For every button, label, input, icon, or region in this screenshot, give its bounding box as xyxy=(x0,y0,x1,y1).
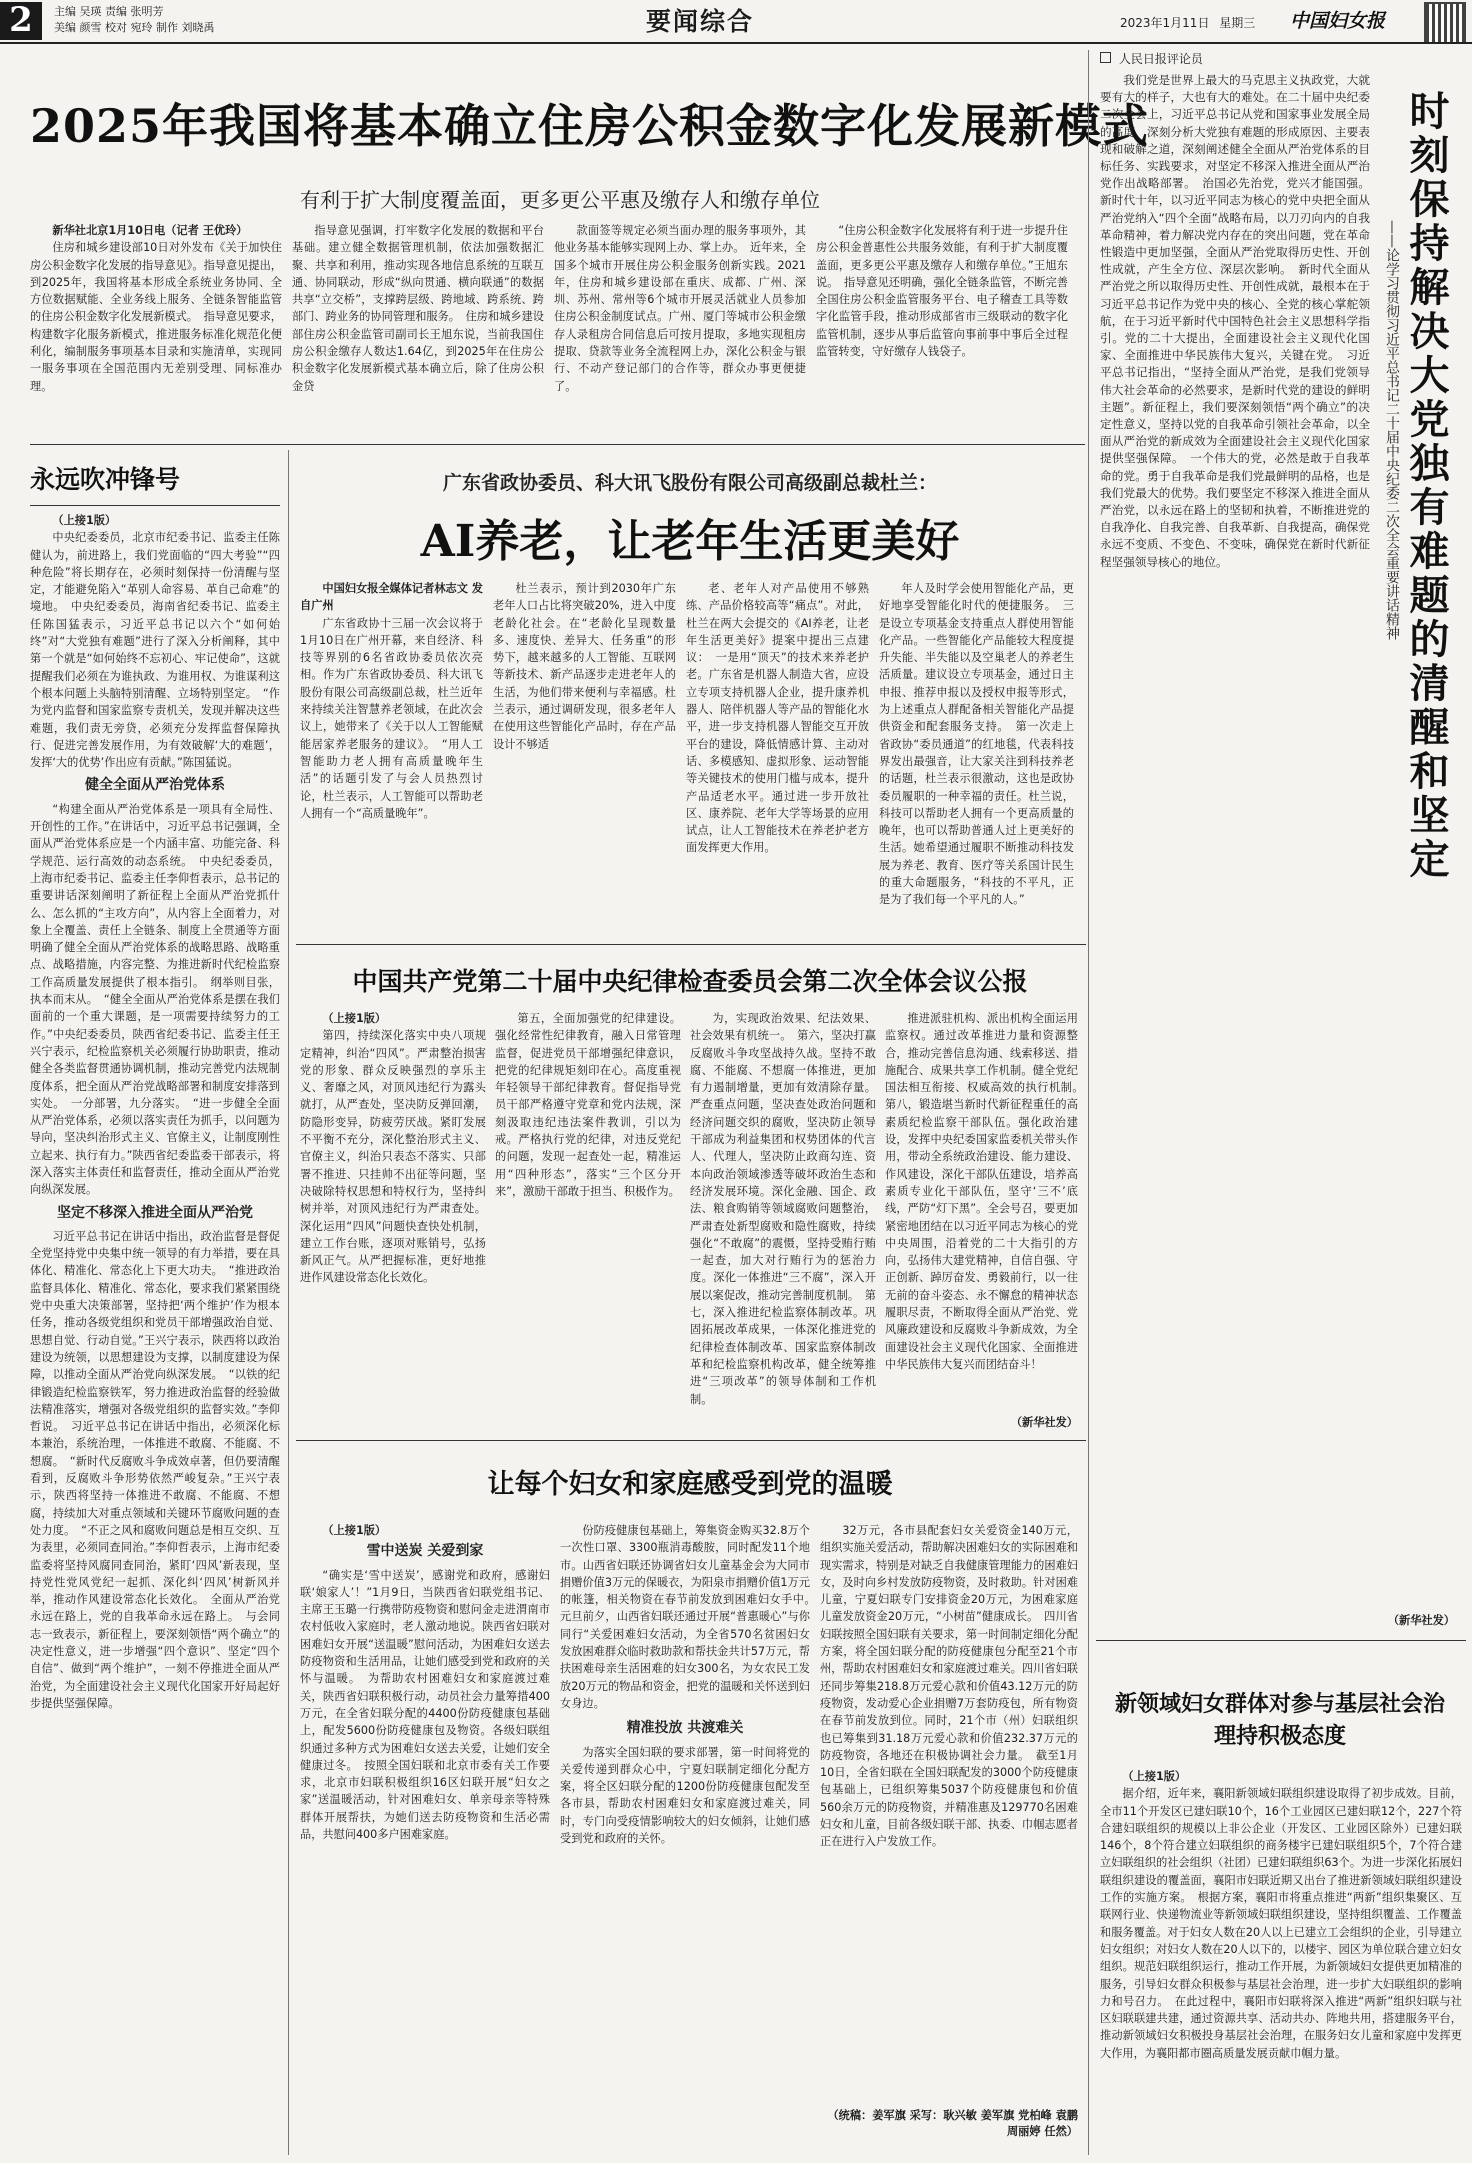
issue-date xyxy=(1120,14,1290,31)
editorial-tag-icon xyxy=(1100,52,1111,63)
center-right-divider xyxy=(1088,50,1089,2155)
editorial-tag xyxy=(1100,50,1280,67)
cpc-col-3 xyxy=(690,1010,876,1430)
fund-lead: 新华社北京1月10日电（记者 王优玲） xyxy=(52,224,248,237)
women-headline: 让每个妇女和家庭感受到党的温暖 xyxy=(487,1469,893,1500)
ai-text-3: 老、老年人对产品使用不够熟练、产品价格较高等“痛点”。对此，杜兰在两大会提交的《AI养老，让老年生活更美好》提案中提出三点建议： 一是用“顶天”的技术来养老护老。广东省是机器人制造大省，应设立专项支持机器人企业，提升康养机器人、陪伴机器人等产品的智能化水平，进一步支持机器人智能交互开放平台的建设，降低情感计算、主动对话、多模感知、虚拟形象、运动智能等关键技术的使用门槛与成本，提升产品适老水平。通过进一步开放社区、康养院、老年大学等场景的应用试点，让人工智能技术在养老护老方面发挥更大作用。 xyxy=(686,582,869,855)
fund-col-2 xyxy=(292,222,544,437)
fund-col-1 xyxy=(30,222,282,437)
ai-col-4 xyxy=(879,580,1074,935)
women-col-3 xyxy=(820,1522,1078,2102)
left-column-body xyxy=(30,512,280,2152)
women-col-2 xyxy=(560,1522,822,2152)
cpc-col-2 xyxy=(495,1010,681,1430)
editorial-credit: （新华社发） xyxy=(1387,1614,1455,1627)
grassroots-text: 据介绍，近年来，襄阳新领域妇联组织建设取得了初步成效。目前，全市11个开发区已建妇联10个，16个工业园区已建妇联12个，227个符合建妇联组织的规模以上非公企业（开发区、工业园区除外）已建妇联146个，8个符合建立妇联组织的商务楼宇已建妇联组织5个，7个符合建立妇联组织的社会组织（社团）已建妇联组织63个。为进一步深化拓展妇联组织建设的覆盖面，襄阳市妇联近期又出台了推进新领域妇联组织建设工作的实施方案。 根据方案，襄阳市将重点推进“两新”组织集聚区、互联网行业、快递物流业等新领域妇联组织建设，坚持组织覆盖、工作覆盖和服务覆盖。对于妇女人数在20人以上已建立工会组织的企业，引导建立妇女组织；对妇女人数在20人以下的，以楼宇、园区为单位联合建立妇女组织。规范妇联组织运行，推动工作开展，为新领域妇女提供更加精准的服务，引导妇女群众积极参与基层社会治理，进一步扩大妇联组织的影响力和号召力。 在此过程中，襄阳市妇联将深入推进“两新”组织妇联与社区妇联联建共建，通过资源共享、活动共办、阵地共用，搭建服务平台，推动新领域妇女积极投身基层社会治理，在服务妇女儿童和家庭中发挥更大作用，为襄阳都市圈高质量发展贡献巾帼力量。 xyxy=(1100,1787,1462,2060)
ai-bottom-rule xyxy=(296,944,1086,945)
left-title-rule xyxy=(30,505,280,506)
masthead-logo: 中国妇女报 xyxy=(1290,10,1386,32)
left-column-title: 永远吹冲锋号 xyxy=(30,465,181,494)
fund-bottom-rule xyxy=(30,444,1085,445)
fund-text-3: 款面签等规定必须当面办理的服务事项外，其他业务基本能够实现网上办、掌上办。 近年来，全国多个城市开展住房公积金服务创新实践。2021年，住房和城乡建设部在重庆、成都、广州、深圳、苏州、常州等6个城市开展灵活就业人员参加住房公积金制度试点。广州、厦门等城市公积金缴存人录租房合同信息后可按月提取，多地实现租房提取、贷款等业务全流程网上办，深化公积金与银行、不动产登记部门的合作等，群众办事更便捷了。 xyxy=(554,224,806,393)
page-number: 2 xyxy=(9,0,33,40)
left-column-divider xyxy=(288,450,289,2155)
left-text-2: “构建全面从严治党体系是一项具有全局性、开创性的工作。”在讲话中，习近平总书记强调，全面从严治党体系应是一个内涵丰富、功能完备、科学规范、运行高效的动态系统。 中央纪委委员，上海市纪委书记、监委主任李仰哲表示，总书记的重要讲话深刻阐明了新征程上全面从严治党抓什么、怎么抓的“主攻方向”，从内容上全面着力，对象上全覆盖、责任上全链条、制度上全贯通等方面明确了健全全面从严治党体系的战略思路、战略重点、战略措施，内容完整、为推进新时代纪检监察工作高质量发展提供了根本指引。 纲举则目张，执本而末从。 “健全全面从严治党体系是摆在我们面前的一个重大课题，是一项需要持续努力的工作。”中央纪委委员，陕西省纪委书记、监委主任王兴宁表示，纪检监察机关必须履行协助职责，推动健全各类监督贯通协调机制，推动完善党内法规制度体系，把全面从严治党战略部署和制度安排落到实处。 一分部署，九分落实。 “进一步健全全面从严治党体系，必须以落实责任为抓手，以问题为导向，坚决纠治形式主义、官僚主义，让制度刚性立起来、执行有力。”陕西省纪委监委干部表示，将深入落实主体责任和监督责任，推动全面从严治党向纵深发展。 xyxy=(30,802,280,1197)
women-credit: （统稿：姜军旗 采写：耿兴敏 姜军旗 党柏峰 袁鹏 周丽婷 任然） xyxy=(827,2109,1078,2138)
editorial-text: 我们党是世界上最大的马克思主义执政党，大就要有大的样子，大也有大的难处。在二十届中央纪委二次全会上，习近平总书记从党和国家事业发展全局的高度，深刻分析大党独有难题的形成原因、主要表现和破解之道，深刻阐述健全全面从严治党体系的目标任务、实践要求，对坚定不移深入推进全面从严治党作出战略部署。 治国必先治党，党兴才能国强。新时代十年，以习近平同志为核心的党中央把全面从严治党纳入“四个全面”战略布局，以刀刃向内的自我革命精神，着力解决党内存在的突出问题，党在革命性锻造中更加坚强，全面从严治党取得历史性、开创性成就，产生全方位、深层次影响。 新时代全面从严治党之所以取得历史性、开创性成就，最根本在于习近平总书记作为党中央的核心、全党的核心掌舵领航，在于习近平新时代中国特色社会主义思想科学指引。党的二十大提出，全面建设社会主义现代化国家、全面推进中华民族伟大复兴，关键在党。 习近平总书记指出，“坚持全面从严治党，是我们党领导伟大社会革命的必然要求，是新时代党的建设的鲜明主题”。新征程上，我们要深刻领悟“两个确立”的决定性意义，坚持以党的自我革命引领社会革命，以全面从严治党的新成效为全面建设社会主义现代化国家提供坚强保障。 一个伟大的党，必然是敢于自我革命的党。勇于自我革命是我们党最鲜明的品格，也是我们党最大的优势。我们要坚定不移深入推进全面从严治党，以永远在路上的坚韧和执着，不断推进党的自我净化、自我完善、自我革新、自我提高，确保党永远不变质、不变色、不变味，确保党在新时代新征程坚强领导核心的地位。 xyxy=(1100,73,1370,569)
ai-text-1: 广东省政协十三届一次会议将于1月10日在广州开幕，来自经济、科技等界别的6名省政协委员依次亮相。作为广东省政协委员、科大讯飞股份有限公司高级副总裁，杜兰近年来持续关注智慧养老领域，在此次会议上，她带来了《关于以人工智能赋能居家养老服务的建议》。 “用人工智能助力老人拥有高质量晚年生活”的话题引发了与会人员热烈讨论，杜兰表示，人工智能可以帮助老人拥有一个“高质量晚年”。 xyxy=(300,616,483,820)
left-subhead-1: 健全全面从严治党体系 xyxy=(85,777,225,794)
cpc-headline: 中国共产党第二十届中央纪律检查委员会第二次全体会议公报 xyxy=(352,967,1028,996)
staff-line-2: 美编 颜雪 校对 宛玲 制作 刘晓禹 xyxy=(54,21,215,34)
staff-line-1: 主编 吴瑛 责编 张明芳 xyxy=(54,5,164,18)
ai-text-4: 年人及时学会使用智能化产品，更好地享受智能化时代的便捷服务。 三是设立专项基金支持重点人群使用智能化产品。一些智能化产品能较大程度提升失能、半失能以及空巢老人的养老生活质量。建议设立专项基金，通过日主申报、推荐申报以及授权申报等形式，为上述重点人群配备相关智能化产品提供资金和配套服务支持。 第一次走上省政协“委员通道”的红地毯，代表科技界发出最强音，让大家关注到科技养老的话题，杜兰表示很激动，这也是政协委员履职的一种幸福的责任。杜兰说，科技可以帮助老人拥有一个更高质量的晚年，也可以帮助普通人过上更美好的生活。她希望通过履职不断推动科技发展为养老、教育、医疗等关系国计民生的重大命题服务，“科技的不平凡，正是为了我们每一个平凡的人。” xyxy=(879,582,1074,907)
women-lead: （上接1版） xyxy=(322,1524,387,1537)
women-subhead-2: 精准投放 共渡难关 xyxy=(626,1720,744,1737)
ai-col-1 xyxy=(300,580,483,935)
fund-col-4 xyxy=(816,222,1068,437)
women-text-2b: 为落实全国妇联的要求部署，第一时间将党的关爱传递到群众心中，宁夏妇联制定细化分配方案，将全区妇联分配的1200份防疫健康包配发至各市县，帮助农村困难妇女和家庭渡过难关，同时，专门向受疫情影响较大的妇女倾斜，让她们感受到党和政府的关怀。 xyxy=(560,1745,810,1846)
ai-headline: AI养老，让老年生活更美好 xyxy=(420,516,960,567)
ai-col-2 xyxy=(493,580,676,935)
ai-col-3 xyxy=(686,580,869,935)
cpc-col-1 xyxy=(300,1010,486,1430)
fund-text-2: 指导意见强调，打牢数字化发展的数据和平台基础。建立健全数据管理机制，依法加强数据汇聚、共享和利用，推动实现各地信息系统的互联互通、协同联动，形成“纵向贯通、横向联通”的数据共享“立交桥”，支撑跨层级、跨地域、跨系统、跨部门、跨业务的协同管理和服务。 住房和城乡建设部住房公积金监管司副司长王旭东说，当前我国住房公积金缴存人数达1.64亿，到2025年在住房公积金数字化发展新模式基本确立后，除了住房公积金贷 xyxy=(292,224,544,393)
women-text-3: 32万元，各市县配套妇女关爱资金140万元，组织实施关爱活动，帮助解决困难妇女的实际困难和现实需求，特别是对缺乏自我健康管理能力的困难妇女，及时向乡村发放防疫物资，及时救助。针对困难儿童，宁夏妇联专门安排资金20万元，为困难家庭儿童发放资金20万元，“小树苗”健康成长。 四川省妇联按照全国妇联有关要求，第一时间制定细化分配方案，将全国妇联分配的防疫健康包分配至21个市州，帮助农村困难妇女和家庭渡过难关。四川省妇联还同步筹集218.8万元爱心款和价值43.12万元的防疫物资，发动爱心企业捐赠7万套防疫包，所有物资在春节前发放到位。同时，21个市（州）妇联组织也已筹集到31.18万元爱心款和价值232.37万元的防疫物资，各地还在积极协调社会力量。 截至1月10日，全省妇联在全国妇联配发的3000个防疫健康包基础上，已组织筹集5037个防疫健康包和价值560余万元的防疫物资，并精准惠及129770名困难妇女和儿童，目前各级妇联干部、执委、巾帼志愿者正在进行入户发放工作。 xyxy=(820,1524,1078,1849)
editorial-body xyxy=(1100,72,1370,1612)
editorial-bottom-rule xyxy=(1096,1640,1466,1641)
ai-text-2: 杜兰表示，预计到2030年广东老年人口占比将突破20%，进入中度老龄化社会。在“老龄化呈现数量多、速度快、差异大、任务重”的形势下，越来越多的人工智能、互联网等新技术、新产品逐步走进老年人的生活，为他们带来便利与幸福感。杜兰表示，通过调研发现，很多老年人在使用这些智能化产品时，存在产品设计不够适 xyxy=(493,582,676,751)
header-rule xyxy=(0,42,1472,44)
left-text-1: 中央纪委委员，北京市纪委书记、监委主任陈健认为，前进路上，我们党面临的“四大考验”“四种危险”将长期存在，必须时刻保持一份清醒与坚定，才能避免陷入“革别人命容易、革自己命难”的境地。 中央纪委委员，海南省纪委书记、监委主任陈国猛表示，习近平总书记以六个“如何始终”对“大党独有难题”进行了深入分析阐释，其中第一个就是“如何始终不忘初心、牢记使命”，这就提醒我们必须在为谁执政、为谁用权、为谁谋利这个根本问题上头脑特别清醒、立场特别坚定。 “作为党内监督和国家监察专责机关，发现并解决这些难题，我们责无旁贷，必须充分发挥监督保障执行、促进完善发展作用，为有效破解‘大的难题’，发挥‘大的优势’作出应有贡献。”陈国猛说。 xyxy=(30,531,280,770)
women-col-1 xyxy=(300,1522,550,2152)
left-subhead-2: 坚定不移深入推进全面从严治党 xyxy=(57,1204,253,1221)
cpc-lead: （上接1版） xyxy=(322,1012,387,1025)
women-text-1: “确实是‘雪中送炭’，感谢党和政府，感谢妇联‘娘家人’！”1月9日，当陕西省妇联党组书记、主席王玉璐一行携带防疫物资和慰问金走进渭南市农村低收入家庭时，老人激动地说。陕西省妇联对困难妇女开展“送温暖”慰问活动，为困难妇女送去防疫物资和生活用品，让她们感受到党和政府的关怀与温暖。 为帮助农村困难妇女和家庭渡过难关，陕西省妇联积极行动，动员社会力量筹措400万元，在全省妇联分配的4400份防疫健康包基础上，配发5600份防疫健康包及物资。各级妇联组织通过多种方式为困难妇女送去关爱，让她们安全健康过冬。 按照全国妇联和北京市委有关工作要求，北京市妇联积极组织16区妇联开展“妇女之家”送温暖活动，针对困难妇女、单亲母亲等特殊群体开展帮扶，为她们送去防疫物资和生活必需品，共慰问400多户困难家庭。 xyxy=(300,1568,550,1842)
fund-headline: 2025年我国将基本确立住房公积金数字化发展新模式 xyxy=(30,99,1150,153)
cpc-col-4 xyxy=(885,1010,1090,1410)
section-title: 要闻综合 xyxy=(645,7,754,36)
fund-subheadline: 有利于扩大制度覆盖面，更多更公平惠及缴存人和缴存单位 xyxy=(300,188,820,212)
cpc-text-1: 第四，持续深化落实中央八项规定精神，纠治“四风”。严肃整治损害党的形象、群众反映强烈的享乐主义、奢靡之风，对顶风违纪行为露头就打，从严查处，坚决防反弹回潮，防隐形变异，防疲劳厌战。紧盯发展不平衡不充分，深化整治形式主义、官僚主义，纠治只表态不落实、只部署不推进、只挂帅不出征等问题，坚决破除特权思想和特权行为，坚持纠树并举，对顶风违纪行为严肃查处。深化运用“四风”问题快查快处机制，建立工作台账，逐项对账销号，弘扬新风正气。从严把握标准，更好地推进作风建设常态化长效化。 xyxy=(300,1029,486,1285)
cpc-bottom-rule xyxy=(296,1440,1086,1441)
cpc-text-4: 推进派驻机构、派出机构全面运用监察权。通过改革推进力量和资源整合，推动完善信息沟通、线索移送、措施配合、成果共享工作机制。健全党纪国法相互衔接、权威高效的执行机制。 第八，锻造堪当新时代新征程重任的高素质纪检监察干部队伍。强化政治建设，发挥中央纪委国家监委机关带头作用，带动全系统政治建设、能力建设、作风建设，深化干部队伍建设，培养高素质专业化干部队伍，坚守‘三不’底线，严防“灯下黑”。全会号召，要更加紧密地团结在以习近平同志为核心的党中央周围，沿着党的二十大指引的方向，弘扬伟大建党精神，自信自强、守正创新、踔厉奋发、勇毅前行，以一往无前的奋斗姿态、永不懈怠的精神状态履职尽责，不断取得全面从严治党、党风廉政建设和反腐败斗争新成效，为全面建设社会主义现代化国家、全面推进中华民族伟大复兴而团结奋斗！ xyxy=(885,1012,1090,1371)
fund-text-1: 住房和城乡建设部10日对外发布《关于加快住房公积金数字化发展的指导意见》。指导意见提出，到2025年，我国将基本形成全系统业务协同、全方位数据赋能、全业务线上服务、全链条智能监管的住房公积金数字化发展新模式。 指导意见要求，构建数字化服务新模式，推进服务标准化规范化便利化，编制服务事项基本目录和实施清单，实现同一服务事项在全国范围内无差别受理、同标准办理。 xyxy=(30,241,282,393)
cpc-text-2: 第五，全面加强党的纪律建设。强化经常性纪律教育，融入日常管理监督，促进党员干部增强纪律意识，把党的纪律规矩刻印在心。高度重视年轻领导干部纪律教育。督促指导党员干部严格遵守党章和党内法规，深刻汲取违纪违法案件教训，引以为戒。严格执行党的纪律，对违反党纪的问题，发现一起查处一起，精准运用“四种形态”，落实“三个区分开来”，激励干部敢于担当、积极作为。 xyxy=(495,1012,681,1198)
left-text-3: 习近平总书记在讲话中指出，政治监督是督促全党坚持党中央集中统一领导的有力举措，要在具体化、精准化、常态化上下更大功夫。 “推进政治监督具体化、精准化、常态化，要求我们紧紧围绕党中央重大决策部署，坚持把‘两个维护’作为根本任务，推动各级党组织和党员干部增强政治自觉、思想自觉、行动自觉。”王兴宁表示，陕西将以政治建设为统领，以思想建设为支撑，以制度建设为保障，以推动全面从严治党向纵深发展。 “以铁的纪律锻造纪检监察铁军，努力推进政治监督的经验做法精准落实，增强对各级党组织的监督实效。”李仰哲说。 习近平总书记在讲话中指出，必须深化标本兼治，系统治理，一体推进不敢腐、不能腐、不想腐。 “新时代反腐败斗争成效卓著，但仍要清醒看到，反腐败斗争形势依然严峻复杂。”王兴宁表示，陕西将坚持一体推进不敢腐、不能腐、不想腐，持续加大对重点领域和关键环节腐败问题的查处力度。 “不正之风和腐败问题总是相互交织、互为表里，必须同查同治。”李仰哲表示，上海市纪委监委将坚持风腐同查同治，紧盯‘四风’新表现，坚持党性党风党纪一起抓、深化纠‘四风’树新风并举，推动作风建设常态化长效化。 全面从严治党永远在路上，党的自我革命永远在路上。 与会同志一致表示，新征程上，要深刻领悟“两个确立”的决定性意义，进一步增强“四个意识”、坚定“四个自信”、做到“两个维护”，一刻不停推进全面从严治党，为全面建设社会主义现代化国家开好局起好步提供坚强保障。 xyxy=(30,1229,280,1710)
editorial-title: 时刻保持解决大党独有难题的清醒和坚定 xyxy=(1403,90,1450,882)
editorial-subtitle: ——论学习贯彻习近平总书记二十届中央纪委二次全会重要讲话精神 xyxy=(1384,220,1400,640)
ai-lead: 中国妇女报全媒体记者林志文 发自广州 xyxy=(300,582,483,613)
grassroots-lead: （上接1版） xyxy=(1122,1770,1187,1783)
left-lead: （上接1版） xyxy=(52,514,117,527)
cpc-credit: （新华社发） xyxy=(1010,1416,1078,1429)
staff-credits xyxy=(54,4,354,36)
grassroots-body xyxy=(1100,1768,1462,2156)
editorial-tag-text: 人民日报评论员 xyxy=(1118,52,1203,66)
qr-code-icon xyxy=(1424,2,1466,44)
women-subhead-1: 雪中送炭 关爱到家 xyxy=(366,1543,484,1560)
cpc-text-3: 为，实现政治效果、纪法效果、社会效果有机统一。 第六，坚决打赢反腐败斗争攻坚战持久战。坚持不敢腐、不能腐、不想腐一体推进，更加有力遏制增量，更加有效清除存量。严查重点问题，坚决查处政治问题和经济问题交织的腐败，坚决防止领导干部成为利益集团和权势团体的代言人、代理人，坚决防止政商勾连、资本向政治领域渗透等破坏政治生态和经济发展环境。深化金融、国企、政法、粮食购销等领域腐败问题整治，严肃查处新型腐败和隐性腐败，持续强化“不敢腐”的震慑，坚持受贿行贿一起查，加大对行贿行为的惩治力度。深化一体推进“三不腐”，深入开展以案促改，推动完善制度机制。 第七，深入推进纪检监察体制改革。巩固拓展改革成果，一体深化推进党的纪律检查体制改革、国家监察体制改革和纪检监察机构改革，健全统筹推进“三项改革”的领导体制和工作机制。 xyxy=(690,1012,876,1406)
fund-text-4: “住房公积金数字化发展将有利于进一步提升住房公积金普惠性公共服务效能，有利于扩大制度覆盖面，更多更公平惠及缴存人和缴存单位。”王旭东说。 指导意见还明确，强化全链条监管，不断完善全国住房公积金监管服务平台、电子稽查工具等数字化监管手段，推动形成部省市三级联动的数字化监管机制，逐步从事后监管向事前事中事后全过程监管转变，守好缴存人钱袋子。 xyxy=(816,224,1068,359)
women-text-2: 份防疫健康包基础上，筹集资金购买32.8万个一次性口罩、3300瓶消毒酸胺，同时配发11个地市。山西省妇联还协调省妇女儿童基金会为大同市捐赠价值3万元的保暖衣，为阳泉市捐赠价值1万元的帐篷，相关物资在春节前发放到困难妇女手中。 元旦前夕，山西省妇联还通过开展“普惠暖心”与你同行“关爱困难妇女活动，为全省570名贫困妇女发放困难群众临时救助款和帮扶金共计57万元，帮扶困难母亲生活困难的妇女300名，为女农民工发放20万元的物品和资金，把党的温暖和关怀送到妇女身边。 xyxy=(560,1524,822,1710)
weekday-text: 星期三 xyxy=(1219,16,1256,30)
ai-kicker: 广东省政协委员、科大讯飞股份有限公司高级副总裁杜兰： xyxy=(442,472,937,494)
date-text: 2023年1月11日 xyxy=(1120,16,1210,30)
grassroots-headline: 新领域妇女群体对参与基层社会治理持积极态度 xyxy=(1114,1691,1445,1749)
fund-col-3 xyxy=(554,222,806,437)
